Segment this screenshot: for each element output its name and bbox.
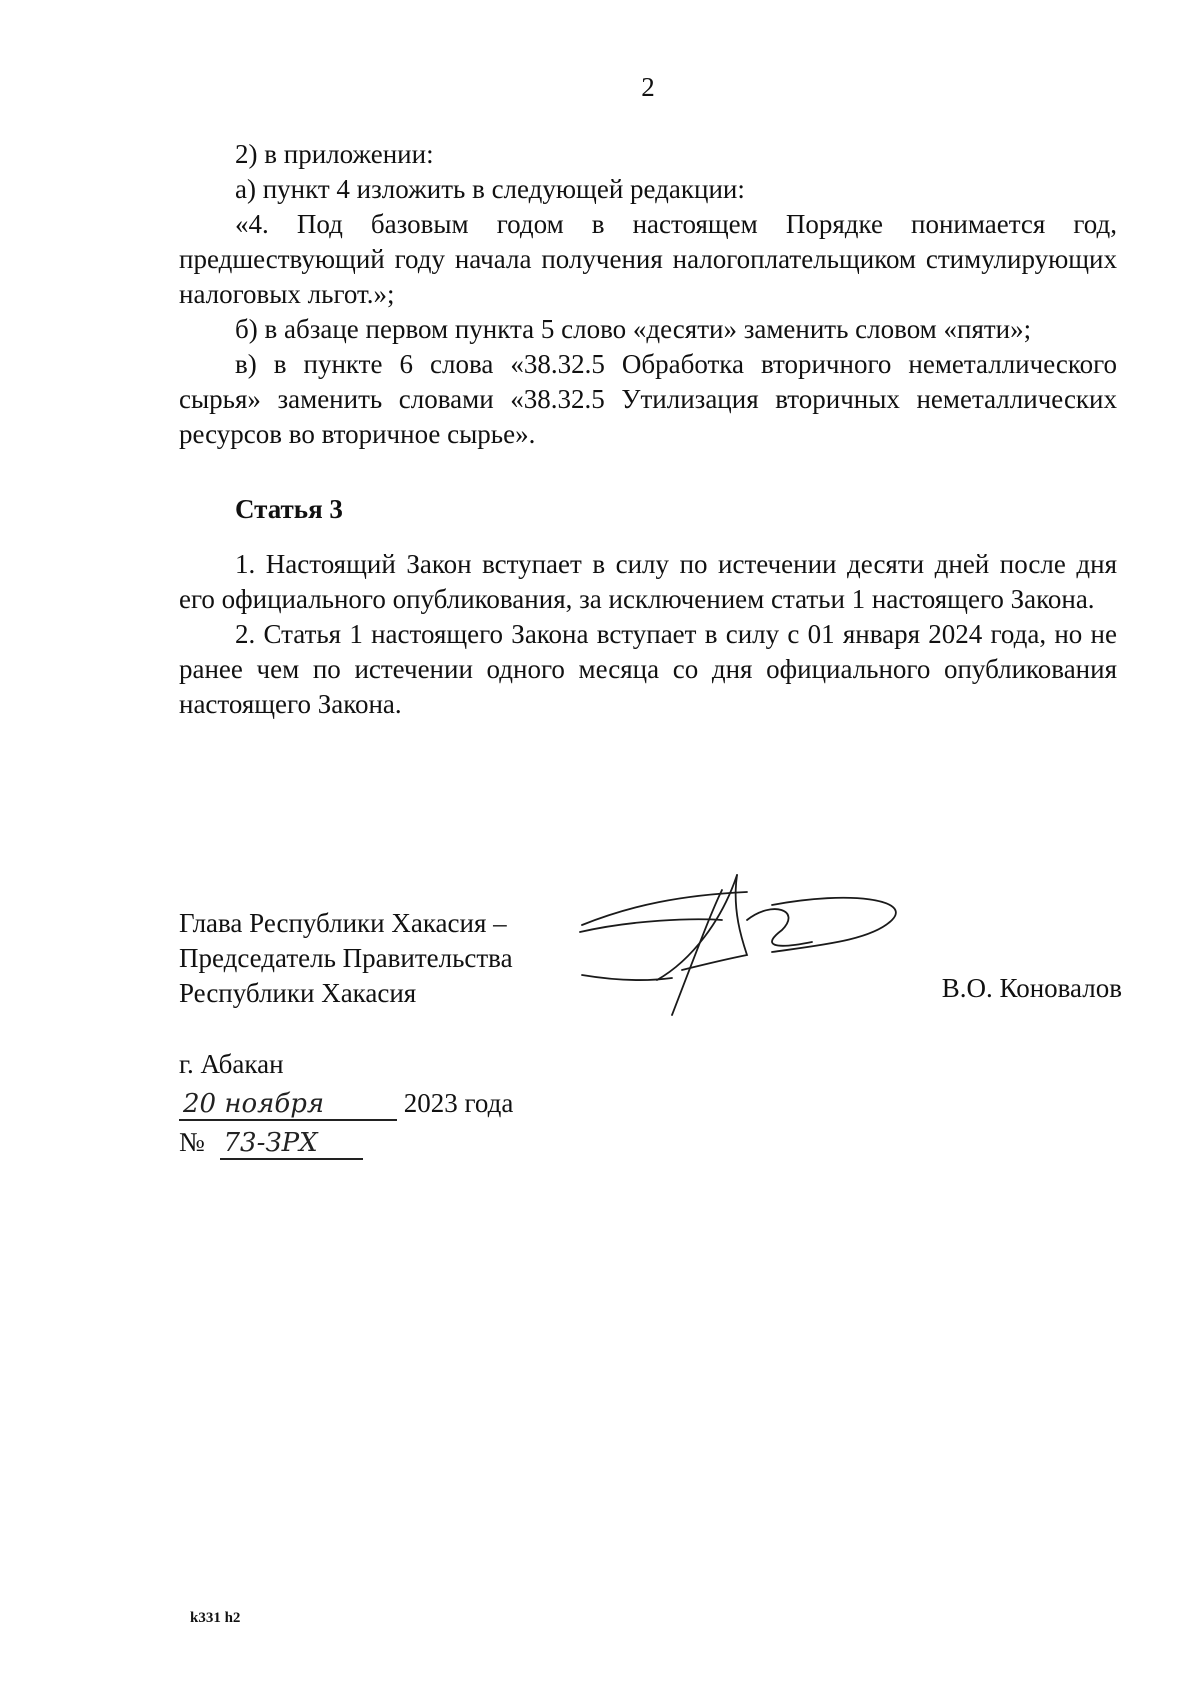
signer-title: [179, 906, 513, 1011]
footer-code: k331 h2: [190, 1610, 241, 1626]
date-year: 2023 года: [403, 1088, 514, 1118]
handwritten-date: 20 ноября: [179, 1089, 397, 1121]
article-3-heading: Статья 3: [235, 494, 343, 524]
number-prefix: №: [179, 1127, 205, 1157]
article-paragraph: 1. Настоящий Закон вступает в силу по истечении десяти дней после дня его официального опубликования, за исключением статьи 1 настоящего Закона.: [179, 549, 1117, 614]
amendment-paragraph: 2) в приложении:: [235, 139, 434, 169]
signer-name: В.О. Коновалов: [941, 973, 1122, 1003]
amendment-paragraph: а) пункт 4 изложить в следующей редакции:: [235, 174, 745, 204]
signer-title-line: Республики Хакасия: [179, 978, 417, 1008]
article-3-body: [179, 547, 1117, 722]
signer-title-line: Председатель Правительства: [179, 943, 513, 973]
amendment-paragraph: в) в пункте 6 слова «38.32.5 Обработка вторичного неметаллического сырья» заменить словами «38.32.5 Утилизация вторичных неметаллических ресурсов во вторичное сырье».: [179, 349, 1117, 449]
handwritten-number: 73-ЗРХ: [220, 1128, 363, 1160]
amendment-paragraph: б) в абзаце первом пункта 5 слово «десяти» заменить словом «пяти»;: [235, 314, 1032, 344]
article-paragraph: 2. Статья 1 настоящего Закона вступает в силу с 01 января 2024 года, но не ранее чем по истечении одного месяца со дня официального опубликования настоящего Закона.: [179, 619, 1117, 719]
handwritten-signature: [572, 870, 912, 1020]
amendment-paragraph: «4. Под базовым годом в настоящем Порядке понимается год, предшествующий году начала получения налогоплательщиком стимулирующих налоговых льгот.»;: [179, 209, 1117, 309]
signer-title-line: Глава Республики Хакасия –: [179, 908, 507, 938]
date-line: [179, 1085, 513, 1121]
page-number: 2: [641, 72, 655, 102]
law-number: [179, 1127, 363, 1160]
place: г. Абакан: [179, 1049, 284, 1079]
amendments-block: [179, 137, 1117, 452]
